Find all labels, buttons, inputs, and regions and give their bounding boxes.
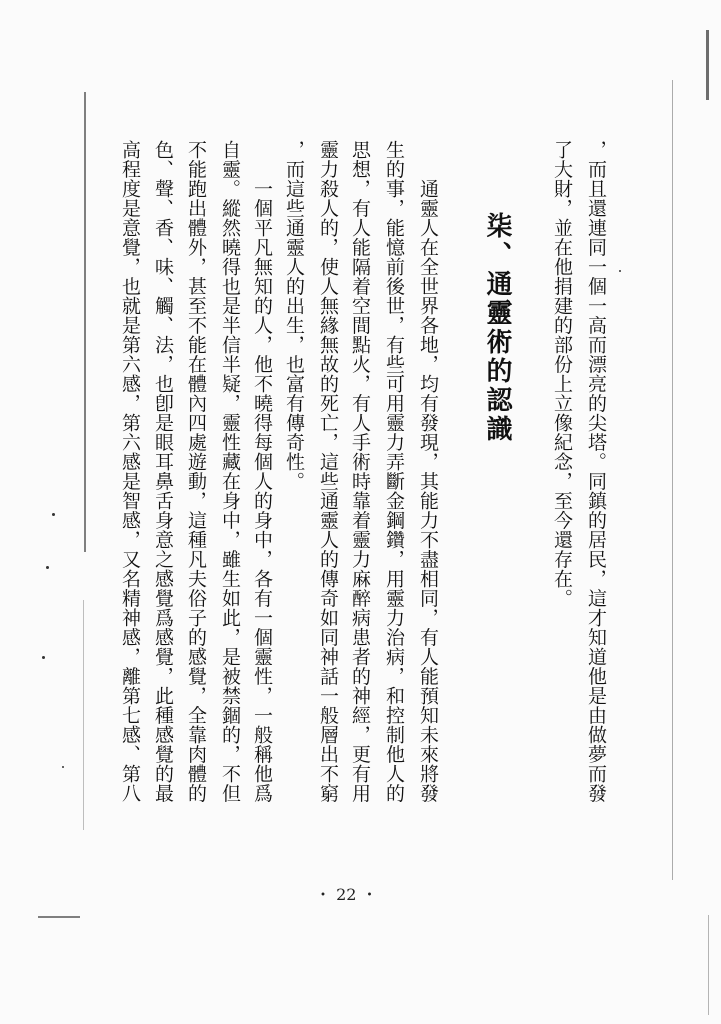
speck (619, 270, 621, 272)
text-column-6: 靈力殺人的，使人無緣無故的死亡，這些通靈人的傳奇如同神話一般層出不窮 (317, 140, 339, 803)
text-column-10: 不能跑出體外，甚至不能在體內四處遊動，這種凡夫俗子的感覺，全靠肉體的 (185, 140, 207, 803)
speck (62, 766, 64, 768)
speck (52, 513, 55, 516)
bottom-right-scan-line (708, 915, 709, 1015)
speck (42, 656, 45, 659)
text-column-8: 一個平凡無知的人，他不曉得每個人的身中，各有一個靈性，一般稱他爲 (251, 140, 273, 803)
left-margin-scan-line-lower (83, 600, 84, 830)
text-column-4: 生的事，能憶前後世，有些可用靈力弄斷金鋼鑽，用靈力治病，和控制他人的 (383, 140, 405, 803)
left-margin-scan-line (84, 92, 86, 552)
right-edge-mark (706, 30, 709, 100)
text-column-5: 思想，有人能隔着空間點火，有人手術時靠着靈力麻醉病患者的神經，更有用 (349, 140, 371, 803)
text-column-1: ，而且還連同一個一高而漂亮的尖塔。同鎮的居民，這才知道他是由做夢而發 (585, 140, 607, 803)
right-margin-scan-line (672, 80, 673, 880)
speck (46, 566, 49, 569)
text-column-9: 自靈。縱然曉得也是半信半疑，靈性藏在身中，雖生如此，是被禁錮的，不但 (219, 140, 241, 803)
text-column-7: ，而這些通靈人的出生，也富有傳奇性。 (283, 140, 305, 491)
text-column-11: 色、聲、香、味、觸、法，也卽是眼耳鼻舌身意之感覺爲感覺，此種感覺的最 (152, 140, 174, 803)
section-heading: 柒、通靈術的認識 (482, 212, 512, 444)
bottom-left-scan-line (38, 916, 80, 918)
text-column-2: 了大財，並在他捐建的部份上立像紀念，至今還存在。 (551, 140, 573, 608)
text-column-12: 高程度是意覺，也就是第六感，第六感是智感，又名精神感，離第七感、第八 (119, 140, 141, 803)
text-column-3: 通靈人在全世界各地，均有發現，其能力不盡相同，有人能預知未來將發 (417, 140, 439, 803)
page-number: ・ 22 ・ (315, 885, 378, 904)
